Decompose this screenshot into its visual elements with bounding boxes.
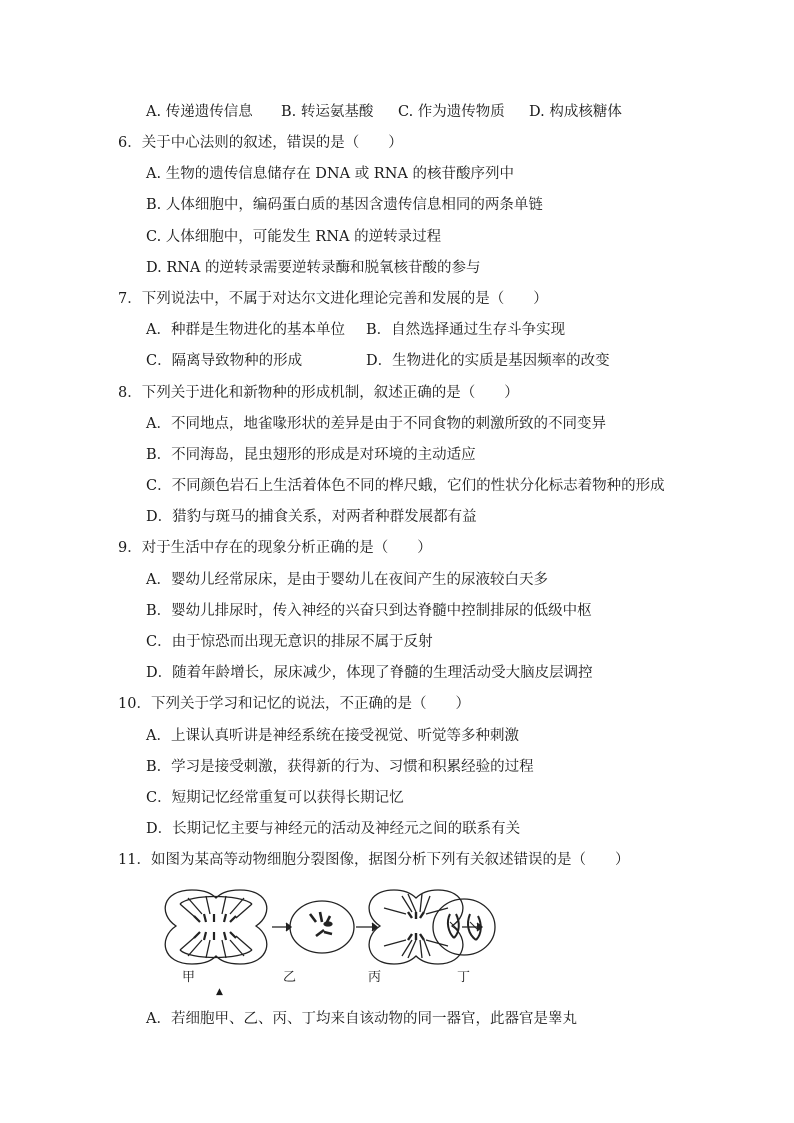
q11-option-a: A．若细胞甲、乙、丙、丁均来自该动物的同一器官，此器官是睾丸 [146, 1011, 577, 1027]
q8-option-a: A．不同地点，地雀喙形状的差异是由于不同食物的刺激所致的不同变异 [146, 416, 606, 432]
figure-label-ding: 丁 [457, 970, 471, 985]
q11-stem: 11．如图为某高等动物细胞分裂图像，据图分析下列有关叙述错误的是（ ） [118, 852, 630, 868]
q8-option-c: C．不同颜色岩石上生活着体色不同的桦尺蛾，它们的性状分化标志着物种的形成 [146, 478, 665, 494]
q6-option-a: A. 生物的遗传信息储存在 DNA 或 RNA 的核苷酸序列中 [146, 166, 514, 182]
q5-option-a: A. 传递遗传信息 [146, 104, 253, 120]
q7-option-d: D．生物进化的实质是基因频率的改变 [366, 353, 610, 369]
q7-stem: 7．下列说法中，不属于对达尔文进化理论完善和发展的是（ ） [118, 291, 548, 307]
figure-label-jia: 甲 [182, 970, 196, 985]
q8-stem: 8．下列关于进化和新物种的形成机制，叙述正确的是（ ） [118, 385, 519, 401]
q9-option-d: D．随着年龄增长，尿床减少，体现了脊髓的生理活动受大脑皮层调控 [146, 665, 593, 681]
figure-marker: ▲ [216, 987, 223, 997]
q10-option-d: D．长期记忆主要与神经元的活动及神经元之间的联系有关 [146, 821, 521, 837]
q9-option-b: B．婴幼儿排尿时，传入神经的兴奋只到达脊髓中控制排尿的低级中枢 [146, 603, 592, 619]
q6-option-c: C. 人体细胞中，可能发生 RNA 的逆转录过程 [146, 229, 442, 245]
q5-option-c: C. 作为遗传物质 [398, 104, 505, 120]
q7-option-c: C．隔离导致物种的形成 [146, 353, 303, 369]
q5-option-d: D. 构成核糖体 [529, 104, 622, 120]
figure-label-bing: 丙 [368, 970, 382, 985]
cell-yi [290, 901, 354, 953]
q7-option-a: A．种群是生物进化的基本单位 [146, 322, 345, 338]
q10-option-b: B．学习是接受刺激，获得新的行为、习惯和积累经验的过程 [146, 759, 534, 775]
figure-label-yi: 乙 [283, 970, 297, 985]
q10-stem: 10．下列关于学习和记忆的说法，不正确的是（ ） [118, 696, 470, 712]
q7-option-b: B．自然选择通过生存斗争实现 [366, 322, 566, 338]
q9-stem: 9．对于生活中存在的现象分析正确的是（ ） [118, 540, 432, 556]
q8-option-b: B．不同海岛，昆虫翅形的形成是对环境的主动适应 [146, 447, 476, 463]
cell-jia [165, 890, 267, 964]
q5-option-b: B. 转运氨基酸 [281, 104, 374, 120]
q8-option-d: D．猎豹与斑马的捕食关系，对两者种群发展都有益 [146, 509, 477, 525]
q6-stem: 6．关于中心法则的叙述，错误的是（ ） [118, 135, 403, 151]
q6-option-d: D. RNA 的逆转录需要逆转录酶和脱氧核苷酸的参与 [146, 260, 481, 276]
q9-option-c: C．由于惊恐而出现无意识的排尿不属于反射 [146, 634, 433, 650]
cell-ding-figure [430, 884, 500, 974]
q6-option-b: B. 人体细胞中，编码蛋白质的基因含遗传信息相同的两条单链 [146, 197, 543, 213]
q9-option-a: A．婴幼儿经常尿床，是由于婴幼儿在夜间产生的尿液较白天多 [146, 572, 548, 588]
q10-option-c: C．短期记忆经常重复可以获得长期记忆 [146, 790, 404, 806]
q10-option-a: A．上课认真听讲是神经系统在接受视觉、听觉等多种刺激 [146, 728, 519, 744]
